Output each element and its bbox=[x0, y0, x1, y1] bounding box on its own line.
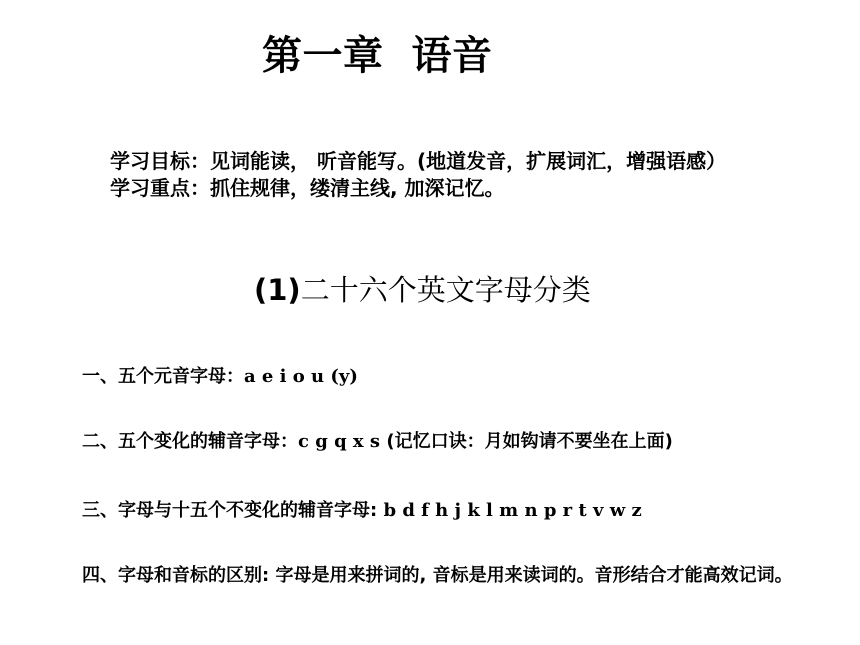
chapter-title bbox=[262, 32, 493, 79]
list-item-vowels bbox=[82, 366, 358, 387]
learning-objective-line: 学习目标：见词能读， 听音能写。(地道发音，扩展词汇，增强语感） bbox=[110, 149, 727, 173]
section-title: 二十六个英文字母分类 bbox=[300, 273, 591, 307]
section-number: (1) bbox=[254, 273, 301, 307]
list-item-label: 三、字母与十五个不变化的辅音字母: bbox=[82, 500, 384, 521]
variable-consonant-letters: c g q x s bbox=[298, 431, 381, 452]
list-item-letters-vs-phonetics: 四、字母和音标的区别: 字母是用来拼词的, 音标是用来读词的。音形结合才能高效记词。 bbox=[82, 565, 793, 586]
mnemonic-note: (记忆口诀：月如钩请不要坐在上面) bbox=[380, 431, 673, 452]
learning-focus-line: 学习重点：抓住规律，缕清主线, 加深记忆。 bbox=[110, 176, 505, 200]
list-item-fixed-consonants bbox=[82, 500, 642, 521]
list-item-label: 二、五个变化的辅音字母： bbox=[82, 431, 298, 452]
learning-goals bbox=[110, 148, 726, 202]
list-item-variable-consonants bbox=[82, 431, 673, 452]
chapter-topic: 语音 bbox=[411, 32, 493, 79]
fixed-consonant-letters: b d f h j k l m n p r t v w z bbox=[383, 500, 642, 521]
section-heading bbox=[254, 273, 591, 307]
chapter-number: 第一章 bbox=[262, 32, 384, 79]
list-item-label: 一、五个元音字母： bbox=[82, 366, 244, 387]
vowel-letters: a e i o u (y) bbox=[244, 366, 358, 387]
